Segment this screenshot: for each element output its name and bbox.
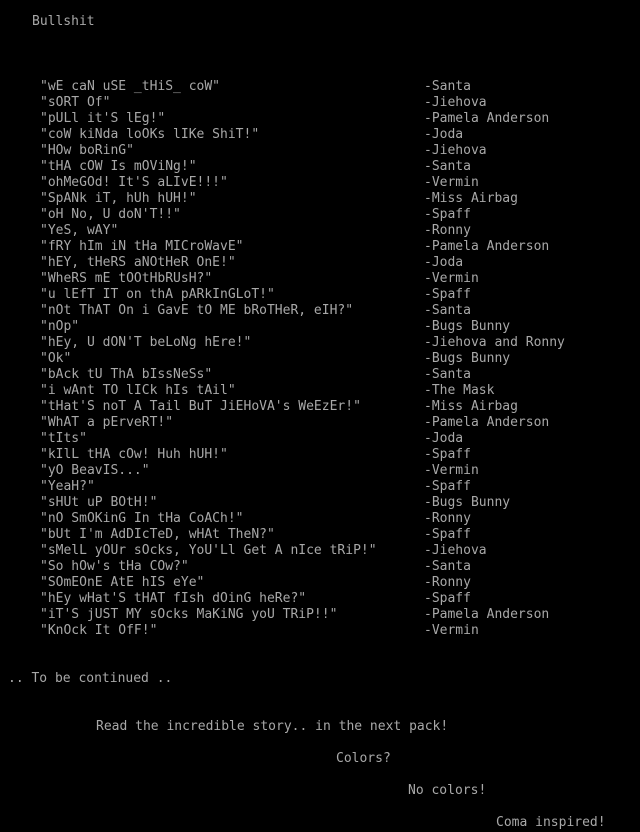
quote-row [0, 207, 640, 223]
quote-author: -Ronny [424, 575, 471, 590]
quote-row [0, 479, 640, 495]
quote-author: -Bugs Bunny [424, 495, 511, 510]
quote-author: -Spaff [424, 479, 471, 494]
quote-row [0, 303, 640, 319]
quote-text: "sHUt uP BOtH!" [40, 495, 158, 510]
quote-author: -Pamela Anderson [424, 415, 550, 430]
quote-text: "pULl it'S lEg!" [40, 111, 166, 126]
quote-row [0, 383, 640, 399]
quote-author: -Santa [424, 79, 471, 94]
quote-row [0, 111, 640, 127]
quote-text: "tHA cOW Is mOViNg!" [40, 159, 197, 174]
quote-author: -Jiehova [424, 543, 487, 558]
quote-text: "WheRS mE tOOtHbRUsH?" [40, 271, 213, 286]
quote-row [0, 95, 640, 111]
quote-author: -Spaff [424, 447, 471, 462]
quote-row [0, 543, 640, 559]
quote-text: "WhAT a pErveRT!" [40, 415, 174, 430]
quote-author: -Bugs Bunny [424, 319, 511, 334]
quote-row [0, 415, 640, 431]
quote-text: "YeS, wAY" [40, 223, 119, 238]
quote-text: "So hOw's tHa COw?" [40, 559, 189, 574]
quote-author: -Pamela Anderson [424, 239, 550, 254]
quote-text: "nO SmOKinG In tHa CoACh!" [40, 511, 244, 526]
quote-text: "tHat'S noT A Tail BuT JiEHoVA's WeEzEr!" [40, 399, 361, 414]
quote-author: -Vermin [424, 175, 479, 190]
quote-text: "sORT Of" [40, 95, 111, 110]
quote-text: "coW kiNda loOKs lIKe ShiT!" [40, 127, 260, 142]
quote-row [0, 367, 640, 383]
quote-author: -Pamela Anderson [424, 111, 550, 126]
quote-author: -Santa [424, 559, 471, 574]
quote-row [0, 255, 640, 271]
quote-row [0, 287, 640, 303]
quote-text: "ohMeGOd! It'S aLIvE!!!" [40, 175, 228, 190]
quote-row [0, 271, 640, 287]
quote-text: "hEy wHat'S tHAT fIsh dOinG heRe?" [40, 591, 307, 606]
quote-text: "oH No, U doN'T!!" [40, 207, 181, 222]
to-be-continued-text: .. To be continued .. [8, 671, 173, 686]
quote-text: "hEy, U dON'T beLoNg hEre!" [40, 335, 252, 350]
quote-text: "hEY, tHeRS aNOtHeR OnE!" [40, 255, 236, 270]
quote-row [0, 191, 640, 207]
quote-author: -Santa [424, 303, 471, 318]
colors-question-text: Colors? [336, 751, 391, 766]
quote-text: "fRY hIm iN tHa MICroWavE" [40, 239, 244, 254]
quote-text: "YeaH?" [40, 479, 95, 494]
quote-row [0, 495, 640, 511]
quote-text: "Ok" [40, 351, 72, 366]
quote-text: "yO BeavIS..." [40, 463, 150, 478]
quote-author: -Jiehova [424, 143, 487, 158]
quote-row [0, 607, 640, 623]
quote-text: "HOw boRinG" [40, 143, 134, 158]
quote-text: "KnOck It OfF!" [40, 623, 158, 638]
quote-author: -Spaff [424, 287, 471, 302]
quote-author: -Spaff [424, 591, 471, 606]
colors-answer-text: No colors! [408, 783, 487, 798]
quote-text: "nOp" [40, 319, 80, 334]
quote-text: "bUt I'm AdDIcTeD, wHAt TheN?" [40, 527, 275, 542]
quote-author: -Spaff [424, 207, 471, 222]
quote-author: -Bugs Bunny [424, 351, 511, 366]
quote-author: -The Mask [424, 383, 495, 398]
quote-text: "SOmEOnE AtE hIS eYe" [40, 575, 205, 590]
quote-row [0, 223, 640, 239]
quote-row [0, 175, 640, 191]
quote-list [0, 79, 640, 639]
quote-author: -Spaff [424, 527, 471, 542]
quote-row [0, 431, 640, 447]
quote-author: -Santa [424, 367, 471, 382]
quote-row [0, 239, 640, 255]
page-title: Bullshit [32, 14, 95, 29]
quote-author: -Ronny [424, 223, 471, 238]
quote-row [0, 399, 640, 415]
quote-author: -Joda [424, 255, 464, 270]
quote-text: "iT'S jUST MY sOcks MaKiNG yoU TRiP!!" [40, 607, 338, 622]
quote-text: "SpANk iT, hUh hUH!" [40, 191, 197, 206]
quote-author: -Ronny [424, 511, 471, 526]
next-pack-text: Read the incredible story.. in the next pack! [96, 719, 449, 734]
quote-author: -Jiehova [424, 95, 487, 110]
quote-author: -Joda [424, 431, 464, 446]
quote-row [0, 319, 640, 335]
quote-row [0, 591, 640, 607]
quote-row [0, 623, 640, 639]
quote-author: -Santa [424, 159, 471, 174]
quote-row [0, 335, 640, 351]
quote-text: "i wAnt TO lICk hIs tAil" [40, 383, 236, 398]
quote-text: "nOt ThAT On i GavE tO ME bRoTHeR, eIH?" [40, 303, 354, 318]
coma-inspired-text: Coma inspired! [496, 815, 606, 830]
quote-author: -Joda [424, 127, 464, 142]
quote-text: "u lEfT IT on thA pARkInGLoT!" [40, 287, 275, 302]
quote-author: -Jiehova and Ronny [424, 335, 565, 350]
quote-row [0, 79, 640, 95]
quote-author: -Miss Airbag [424, 399, 518, 414]
quote-author: -Miss Airbag [424, 191, 518, 206]
quote-text: "kIlL tHA cOw! Huh hUH!" [40, 447, 228, 462]
quote-row [0, 527, 640, 543]
quote-text: "sMelL yOUr sOcks, YoU'Ll Get A nIce tRiP!" [40, 543, 377, 558]
quote-row [0, 447, 640, 463]
quote-row [0, 559, 640, 575]
quote-author: -Vermin [424, 623, 479, 638]
quote-text: "bAck tU ThA bIssNeSs" [40, 367, 213, 382]
quote-text: "wE caN uSE _tHiS_ coW" [40, 79, 221, 94]
quote-author: -Vermin [424, 463, 479, 478]
quote-row [0, 463, 640, 479]
quote-row [0, 511, 640, 527]
quote-author: -Vermin [424, 271, 479, 286]
quote-author: -Pamela Anderson [424, 607, 550, 622]
quote-row [0, 159, 640, 175]
quote-text: "tIts" [40, 431, 87, 446]
quote-row [0, 351, 640, 367]
quote-row [0, 127, 640, 143]
quote-row [0, 575, 640, 591]
quote-row [0, 143, 640, 159]
